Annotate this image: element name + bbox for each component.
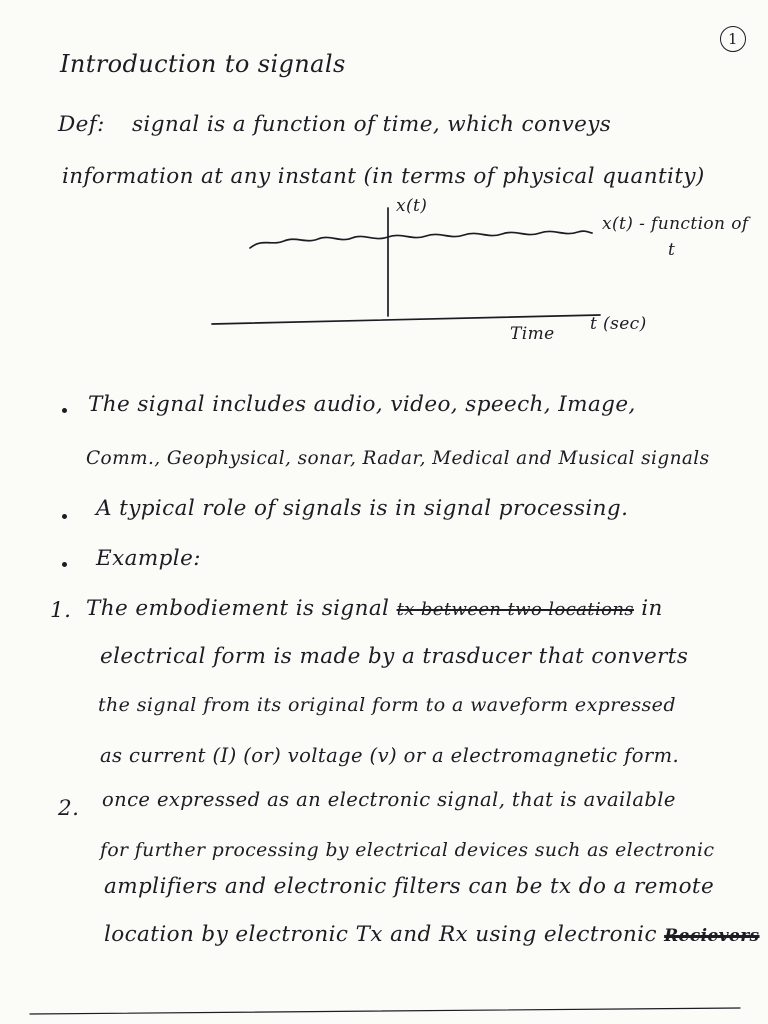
page-title: Introduction to signals xyxy=(60,50,346,78)
item-2-line-3: amplifiers and electronic filters can be tx do a remote xyxy=(104,874,715,899)
graph-x-label-units: t (sec) xyxy=(590,314,647,334)
x-axis xyxy=(212,315,600,324)
bullet-marker xyxy=(62,514,67,519)
graph-x-label-time: Time xyxy=(510,324,555,344)
bullet-marker xyxy=(62,408,67,413)
item-1-marker: 1. xyxy=(50,598,72,623)
item-1-line-1 xyxy=(86,596,663,621)
signal-waveform xyxy=(250,231,592,248)
item-2-marker: 2. xyxy=(58,796,80,821)
graph-y-label: x(t) xyxy=(396,196,428,216)
bullet-1-line-2: Comm., Geophysical, sonar, Radar, Medical and Musical signals xyxy=(86,448,710,469)
item-1-struck-text: tx between two locations xyxy=(396,599,634,620)
item-2-scribbled-word: Recievers xyxy=(664,926,760,946)
definition-label: Def: xyxy=(58,112,105,137)
item-1-line-4: as current (I) (or) voltage (v) or a electromagnetic form. xyxy=(100,744,680,767)
graph-annotation-2: t xyxy=(668,240,676,260)
item-2-line-4-start: location by electronic Tx and Rx using electronic xyxy=(104,922,657,947)
item-1-line-1-start: The embodiement is signal xyxy=(86,596,390,621)
definition-line-1: signal is a function of time, which conveys xyxy=(132,112,612,137)
item-1-line-1-end: in xyxy=(641,596,663,621)
graph-annotation-1: x(t) - function of xyxy=(602,214,749,234)
item-2-line-2: for further processing by electrical devices such as electronic xyxy=(100,840,715,861)
bullet-3-line-1: Example: xyxy=(96,546,201,571)
definition-line-2: information at any instant (in terms of physical quantity) xyxy=(62,164,705,189)
page-number: 1 xyxy=(720,26,746,52)
item-2-line-1: once expressed as an electronic signal, that is available xyxy=(102,788,676,811)
bullet-marker xyxy=(62,562,67,567)
bullet-2-line-1: A typical role of signals is in signal processing. xyxy=(96,496,629,521)
item-1-line-2: electrical form is made by a trasducer that converts xyxy=(100,644,689,669)
item-1-line-3: the signal from its original form to a waveform expressed xyxy=(98,694,676,716)
bullet-1-line-1: The signal includes audio, video, speech, Image, xyxy=(88,392,636,417)
item-2-line-4 xyxy=(104,922,760,947)
